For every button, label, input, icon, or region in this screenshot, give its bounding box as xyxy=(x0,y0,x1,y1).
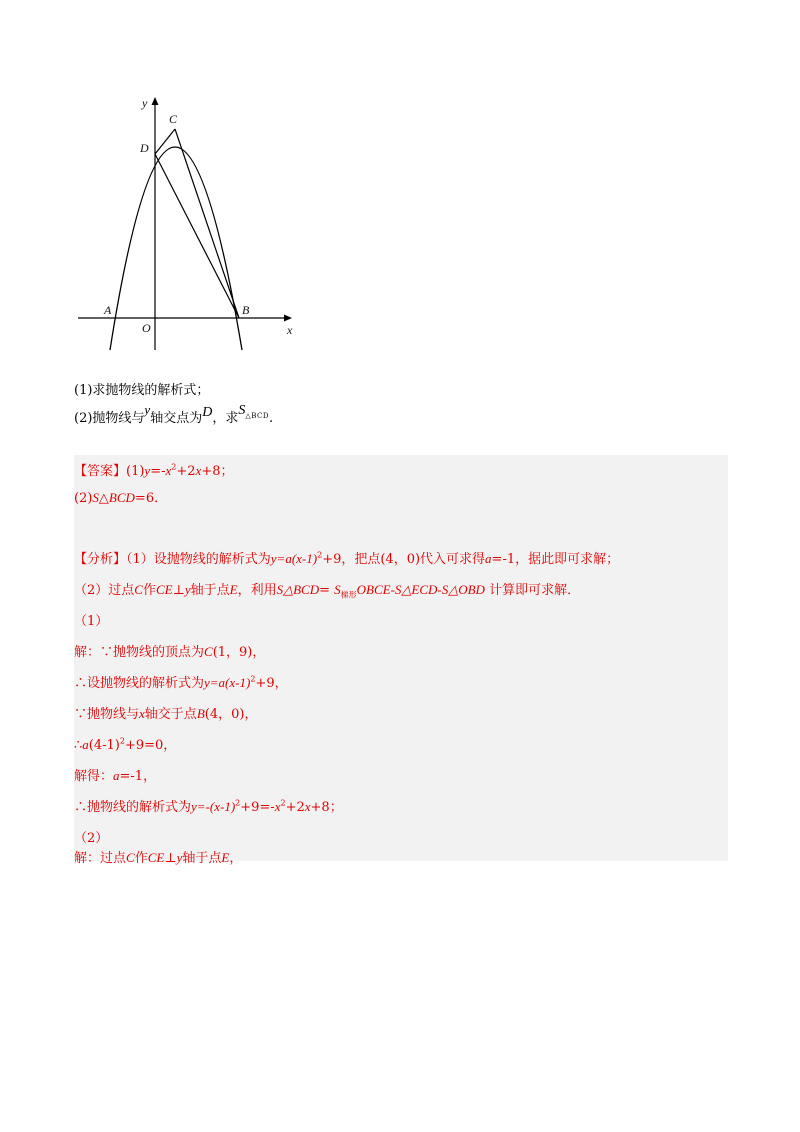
analysis-line-1 xyxy=(74,548,619,567)
var-x: x xyxy=(274,799,281,814)
question-part-2 xyxy=(74,402,274,432)
var-e: E xyxy=(229,582,238,597)
formula: y=-(x-1) xyxy=(191,799,236,814)
y-axis-label: y xyxy=(142,96,148,110)
text: ，利用 xyxy=(237,583,277,598)
subscript: 梯形 xyxy=(340,590,357,600)
var-x: x xyxy=(195,463,202,478)
q2-end: . xyxy=(269,411,274,426)
var-ce: CE xyxy=(155,582,173,597)
q2-middle: 轴交点为 xyxy=(150,411,203,426)
parabola-curve xyxy=(110,147,242,350)
solution-line-1 xyxy=(74,641,265,660)
exponent: 2 xyxy=(280,798,286,808)
var-a: a xyxy=(113,768,120,783)
text: (4-1) xyxy=(88,738,120,753)
q2-s-subscript: △BCD xyxy=(245,412,269,420)
formula: y=a(x-1) xyxy=(204,675,251,690)
answer-line-1 xyxy=(74,460,234,479)
text: 作 xyxy=(134,851,148,866)
segment-cb xyxy=(175,129,239,318)
parabola-graph xyxy=(74,92,306,354)
x-axis-label: x xyxy=(287,323,293,337)
question-part-1: (1)求抛物线的解析式； xyxy=(74,383,210,398)
text: 轴于点 xyxy=(182,851,222,866)
q2-prefix: (2)抛物线与 xyxy=(74,411,145,426)
parabola-figure xyxy=(74,92,306,354)
text: 轴于点 xyxy=(190,583,230,598)
text: =6． xyxy=(134,491,168,506)
exponent: 2 xyxy=(317,550,323,560)
text: = xyxy=(319,583,335,598)
text: ∵抛物线与 xyxy=(74,707,140,722)
var-c: C xyxy=(204,644,213,659)
var-s: S xyxy=(276,582,284,597)
text: +2 xyxy=(285,800,305,815)
point-d-label: D xyxy=(140,141,149,155)
var-bcd: BCD xyxy=(108,490,135,505)
var-x: x xyxy=(304,799,311,814)
q2-y-var: y xyxy=(144,402,151,417)
var-b: B xyxy=(196,706,205,721)
answer-label: 【答案】(1) xyxy=(74,464,145,479)
text: 轴交于点 xyxy=(144,707,197,722)
var-x: x xyxy=(165,463,172,478)
exponent: 2 xyxy=(119,736,125,746)
y-axis-arrow xyxy=(152,97,159,105)
var-s: S xyxy=(334,582,341,597)
origin-label: O xyxy=(142,321,151,335)
formula: y=a(x-1) xyxy=(270,551,318,566)
solution-line-3 xyxy=(74,703,257,722)
text: ∴ xyxy=(74,738,83,753)
segment-dc xyxy=(155,129,175,154)
formula: OBCE-S△ECD-S△OBD xyxy=(356,582,485,597)
text: ∴设抛物线的解析式为 xyxy=(74,676,205,691)
text: ， xyxy=(229,851,243,866)
q2-d-var: D xyxy=(202,405,213,420)
text: +9，把点(4，0)代入可求得 xyxy=(322,552,486,567)
text: (4，0)， xyxy=(204,707,258,722)
segment-db xyxy=(155,154,239,318)
text: (2) xyxy=(74,491,93,506)
part-2-label: （2） xyxy=(74,831,109,846)
text: +9， xyxy=(255,676,288,691)
triangle-symbol: △ xyxy=(98,491,109,506)
perp-symbol: ⊥ xyxy=(172,583,185,598)
var-y: y xyxy=(184,582,191,597)
point-a-label: A xyxy=(104,303,112,317)
x-axis-arrow xyxy=(284,315,292,322)
q2-ask: ，求 xyxy=(212,411,239,426)
answer-box xyxy=(74,455,728,866)
point-c-label: C xyxy=(169,112,178,126)
text: 解：过点 xyxy=(74,851,127,866)
analysis-label: 【分析】（1）设抛物线的解析式为 xyxy=(74,552,271,567)
text: 计算即可求解． xyxy=(484,583,581,598)
text: （2）过点 xyxy=(74,583,135,598)
var-c: C xyxy=(134,582,143,597)
solution-line-5 xyxy=(74,765,156,784)
text: 解：∵抛物线的顶点为 xyxy=(74,645,205,660)
answer-line-2 xyxy=(74,487,167,506)
text: 解得： xyxy=(74,769,114,784)
analysis-line-2 xyxy=(74,579,580,601)
var-s: S xyxy=(92,490,99,505)
var-e: E xyxy=(221,850,230,865)
q2-s-var: S xyxy=(238,403,246,418)
solution-line-2 xyxy=(74,672,288,691)
var-c: C xyxy=(126,850,135,865)
text: +9=0， xyxy=(124,738,177,753)
perp-symbol: ⊥ xyxy=(164,851,177,866)
var-ce: CE xyxy=(147,850,165,865)
text: +8； xyxy=(310,800,343,815)
solution-line-6 xyxy=(74,796,343,815)
var-y: y xyxy=(144,463,151,478)
text: =-1， xyxy=(119,769,157,784)
text: 作 xyxy=(142,583,156,598)
text: ∴抛物线的解析式为 xyxy=(74,800,192,815)
text: =-1，据此即可求解； xyxy=(491,552,620,567)
part-1-label: （1） xyxy=(74,614,109,629)
text: +9=- xyxy=(240,800,275,815)
text: (1，9)， xyxy=(212,645,266,660)
text: =- xyxy=(150,464,166,479)
exponent: 2 xyxy=(171,462,177,472)
exponent: 2 xyxy=(235,798,241,808)
var-a: a xyxy=(485,551,492,566)
var-x: x xyxy=(139,706,145,721)
solution-line-7 xyxy=(74,847,242,866)
text: +8； xyxy=(201,464,234,479)
q2-area-symbol xyxy=(238,402,269,418)
text: +2 xyxy=(176,464,196,479)
var-bcd: △BCD xyxy=(283,582,320,597)
exponent: 2 xyxy=(250,674,256,684)
var-a: a xyxy=(82,737,89,752)
var-y: y xyxy=(176,850,183,865)
solution-line-4 xyxy=(74,734,176,753)
point-b-label: B xyxy=(242,303,250,317)
